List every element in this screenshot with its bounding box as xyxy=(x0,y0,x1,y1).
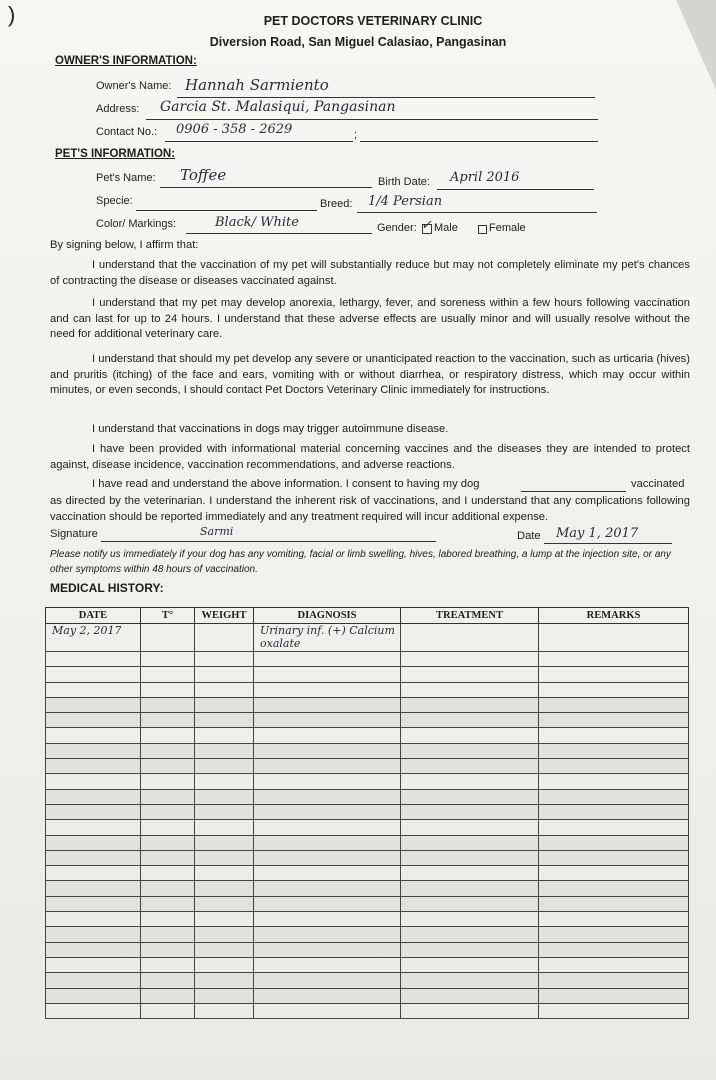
table-cell xyxy=(254,820,401,835)
table-cell: Urinary inf. (+) Calcium oxalate xyxy=(254,624,401,652)
table-cell xyxy=(141,1003,195,1018)
color-line xyxy=(186,233,372,234)
table-row xyxy=(46,881,689,896)
table-cell xyxy=(46,912,141,927)
table-cell xyxy=(401,927,539,942)
owner-address-value: Garcia St. Malasiqui, Pangasinan xyxy=(160,99,396,115)
table-cell xyxy=(195,759,254,774)
table-cell xyxy=(141,988,195,1003)
table-cell xyxy=(401,713,539,728)
table-row xyxy=(46,667,689,682)
signature-label: Signature xyxy=(50,528,98,540)
table-cell xyxy=(141,697,195,712)
table-cell xyxy=(539,1003,689,1018)
owner-address-label: Address: xyxy=(96,103,140,115)
owner-name-line xyxy=(177,97,595,98)
table-cell xyxy=(539,866,689,881)
table-cell xyxy=(254,850,401,865)
table-cell xyxy=(539,624,689,652)
table-cell xyxy=(141,774,195,789)
table-row xyxy=(46,743,689,758)
table-cell xyxy=(195,682,254,697)
table-cell xyxy=(46,835,141,850)
table-cell xyxy=(539,728,689,743)
table-cell xyxy=(195,743,254,758)
dog-name-line xyxy=(521,491,626,492)
table-cell xyxy=(401,789,539,804)
breed-label: Breed: xyxy=(320,198,353,210)
table-cell xyxy=(539,896,689,911)
table-row xyxy=(46,774,689,789)
table-cell xyxy=(539,973,689,988)
female-checkbox[interactable] xyxy=(478,225,487,234)
table-cell xyxy=(254,667,401,682)
date-label: Date xyxy=(517,530,541,542)
contact-label: Contact No.: xyxy=(96,126,158,138)
table-cell xyxy=(195,624,254,652)
table-cell xyxy=(401,973,539,988)
pen-mark: ) xyxy=(8,2,16,27)
table-cell xyxy=(401,866,539,881)
table-cell xyxy=(141,820,195,835)
table-cell xyxy=(46,667,141,682)
color-label: Color/ Markings: xyxy=(96,218,177,230)
table-cell xyxy=(401,942,539,957)
consent-paragraph-6c: as directed by the veterinarian. I understand the inherent risk of vaccinations, and I understand that any complications following vaccination should be reported immediately and any treatment required will incur additional expense. xyxy=(50,495,690,523)
male-label: Male xyxy=(434,222,458,234)
table-cell xyxy=(539,804,689,819)
birth-date-value: April 2016 xyxy=(450,170,520,185)
table-cell xyxy=(141,927,195,942)
column-header-weight: WEIGHT xyxy=(195,608,254,624)
owner-name-value: Hannah Sarmiento xyxy=(185,76,329,94)
table-cell xyxy=(539,850,689,865)
table-cell xyxy=(539,713,689,728)
clinic-name: PET DOCTORS VETERINARY CLINIC xyxy=(263,14,483,28)
table-cell xyxy=(254,728,401,743)
table-row xyxy=(46,866,689,881)
table-cell xyxy=(195,988,254,1003)
table-cell xyxy=(141,881,195,896)
table-cell xyxy=(401,774,539,789)
pet-name-line xyxy=(160,187,372,188)
consent-intro: By signing below, I affirm that: xyxy=(50,239,199,251)
column-header-date: DATE xyxy=(46,608,141,624)
table-cell xyxy=(401,820,539,835)
table-cell xyxy=(195,850,254,865)
table-cell xyxy=(46,881,141,896)
table-cell xyxy=(46,927,141,942)
table-cell xyxy=(195,1003,254,1018)
table-row xyxy=(46,804,689,819)
breed-value: 1/4 Persian xyxy=(368,194,443,209)
table-cell xyxy=(141,624,195,652)
gender-label: Gender: xyxy=(377,222,417,234)
table-cell xyxy=(46,988,141,1003)
table-row xyxy=(46,927,689,942)
table-row xyxy=(46,697,689,712)
table-cell xyxy=(46,652,141,667)
table-cell xyxy=(195,912,254,927)
table-cell xyxy=(401,912,539,927)
owner-address-line xyxy=(146,119,598,120)
table-cell xyxy=(539,652,689,667)
table-cell xyxy=(401,850,539,865)
table-cell xyxy=(401,667,539,682)
breed-line xyxy=(357,212,597,213)
table-cell xyxy=(195,652,254,667)
table-cell xyxy=(46,774,141,789)
table-cell xyxy=(539,789,689,804)
table-row xyxy=(46,789,689,804)
birth-date-label: Birth Date: xyxy=(378,176,430,188)
table-cell xyxy=(46,973,141,988)
color-value: Black/ White xyxy=(215,215,299,230)
table-cell xyxy=(195,957,254,972)
table-cell xyxy=(46,850,141,865)
table-cell xyxy=(195,835,254,850)
check-mark-icon: ✓ xyxy=(421,218,432,233)
table-row xyxy=(46,942,689,957)
table-cell xyxy=(46,866,141,881)
table-cell: May 2, 2017 xyxy=(46,624,141,652)
medical-history-table xyxy=(45,607,689,1019)
table-row xyxy=(46,835,689,850)
table-cell xyxy=(539,682,689,697)
table-cell xyxy=(46,789,141,804)
table-cell xyxy=(401,804,539,819)
table-cell xyxy=(254,713,401,728)
table-cell xyxy=(141,835,195,850)
table-cell xyxy=(254,835,401,850)
table-cell xyxy=(46,713,141,728)
table-cell xyxy=(539,957,689,972)
table-cell xyxy=(141,804,195,819)
table-cell xyxy=(195,820,254,835)
consent-paragraph-2: I understand that my pet may develop anorexia, lethargy, fever, and soreness within a few hours following vaccination and can last for up to 24 hours. I understand that these adverse effects are usually minor and will usually resolve without the need for additional veterinary care. xyxy=(50,297,690,340)
consent-paragraph-4: I understand that vaccinations in dogs may trigger autoimmune disease. xyxy=(92,423,449,435)
table-cell xyxy=(195,881,254,896)
clinic-address: Diversion Road, San Miguel Calasiao, Pangasinan xyxy=(209,35,507,49)
pet-name-value: Toffee xyxy=(180,166,227,184)
table-cell xyxy=(254,957,401,972)
table-cell xyxy=(254,789,401,804)
date-value: May 1, 2017 xyxy=(556,526,639,541)
table-row xyxy=(46,973,689,988)
table-cell xyxy=(401,728,539,743)
table-cell xyxy=(254,866,401,881)
table-cell xyxy=(141,759,195,774)
table-row xyxy=(46,912,689,927)
table-cell xyxy=(46,1003,141,1018)
consent-paragraph-6b: vaccinated xyxy=(631,478,685,490)
table-cell xyxy=(539,835,689,850)
consent-paragraph-1: I understand that the vaccination of my pet will substantially reduce but may not completely eliminate my pet's chances of contracting the disease or diseases vaccinated against. xyxy=(50,259,690,287)
contact-line-2 xyxy=(360,141,598,142)
table-cell xyxy=(195,804,254,819)
table-cell xyxy=(539,820,689,835)
table-row xyxy=(46,1003,689,1018)
table-cell xyxy=(195,973,254,988)
table-cell xyxy=(401,624,539,652)
pet-section-title: PET'S INFORMATION: xyxy=(55,148,176,160)
owner-name-label: Owner's Name: xyxy=(96,80,172,92)
table-cell xyxy=(254,988,401,1003)
consent-paragraph-3: I understand that should my pet develop any severe or unanticipated reaction to the vaccination, such as urticaria (hives) and pruritis (itching) of the face and ears, vomiting with or without diarrhea, or respiratory distress, which may occur within minutes, or even seconds, I should contact Pet Doctors Veterinary Clinic immediately for instructions. xyxy=(50,353,690,396)
table-cell xyxy=(401,896,539,911)
table-cell xyxy=(46,728,141,743)
table-cell xyxy=(195,774,254,789)
table-cell xyxy=(46,804,141,819)
table-cell xyxy=(46,682,141,697)
birth-date-line xyxy=(437,189,594,190)
table-cell xyxy=(195,927,254,942)
table-cell xyxy=(254,652,401,667)
table-cell xyxy=(254,759,401,774)
table-cell xyxy=(141,912,195,927)
medical-history-title: MEDICAL HISTORY: xyxy=(50,581,164,595)
table-cell xyxy=(46,820,141,835)
table-cell xyxy=(141,728,195,743)
contact-separator: ; xyxy=(354,129,358,141)
medical-history-rows xyxy=(46,624,689,1019)
table-cell xyxy=(254,682,401,697)
table-cell xyxy=(401,697,539,712)
table-cell xyxy=(254,942,401,957)
table-cell xyxy=(539,759,689,774)
table-cell xyxy=(401,1003,539,1018)
column-header-treatment: TREATMENT xyxy=(401,608,539,624)
table-cell xyxy=(141,789,195,804)
table-cell xyxy=(195,728,254,743)
table-cell xyxy=(401,652,539,667)
table-row xyxy=(46,759,689,774)
table-cell xyxy=(195,866,254,881)
table-cell xyxy=(195,697,254,712)
table-cell xyxy=(141,866,195,881)
table-cell xyxy=(254,1003,401,1018)
table-cell xyxy=(141,942,195,957)
table-row xyxy=(46,957,689,972)
table-cell xyxy=(195,896,254,911)
consent-paragraph-6a: I have read and understand the above information. I consent to having my dog xyxy=(92,478,480,490)
table-cell xyxy=(46,697,141,712)
contact-line-1 xyxy=(165,141,353,142)
aftercare-note: Please notify us immediately if your dog has any vomiting, facial or limb swelling, hives, labored breathing, a lump at the injection site, or any other symptoms within 48 hours of vaccination. xyxy=(50,549,671,575)
table-cell xyxy=(254,973,401,988)
table-row xyxy=(46,850,689,865)
table-cell xyxy=(46,743,141,758)
table-cell xyxy=(195,942,254,957)
column-header-diagnosis: DIAGNOSIS xyxy=(254,608,401,624)
table-cell xyxy=(254,881,401,896)
table-cell xyxy=(141,850,195,865)
table-cell xyxy=(539,912,689,927)
table-cell xyxy=(195,789,254,804)
table-cell xyxy=(254,743,401,758)
table-cell xyxy=(539,942,689,957)
date-line xyxy=(544,543,672,544)
table-cell xyxy=(539,881,689,896)
table-cell xyxy=(141,743,195,758)
signature-line xyxy=(101,541,436,542)
table-cell xyxy=(254,896,401,911)
pet-name-label: Pet's Name: xyxy=(96,172,156,184)
table-cell xyxy=(539,667,689,682)
table-row xyxy=(46,988,689,1003)
table-cell xyxy=(46,957,141,972)
table-cell xyxy=(401,759,539,774)
table-cell xyxy=(46,759,141,774)
table-row xyxy=(46,896,689,911)
table-row xyxy=(46,820,689,835)
table-cell xyxy=(46,942,141,957)
owner-section-title: OWNER'S INFORMATION: xyxy=(55,55,197,67)
table-cell xyxy=(401,743,539,758)
table-cell xyxy=(254,927,401,942)
contact-value: 0906 - 358 - 2629 xyxy=(176,122,293,137)
consent-paragraph-5: I have been provided with informational material concerning vaccines and the diseases they are intended to protect against, disease incidence, vaccination recommendations, and adverse reactions. xyxy=(50,443,690,471)
column-header-temperature: T° xyxy=(141,608,195,624)
table-cell xyxy=(141,682,195,697)
table-cell xyxy=(141,973,195,988)
table-cell xyxy=(401,835,539,850)
table-row xyxy=(46,652,689,667)
table-cell xyxy=(539,774,689,789)
table-cell xyxy=(539,927,689,942)
table-cell xyxy=(195,667,254,682)
table-header-row xyxy=(46,608,689,624)
female-label: Female xyxy=(489,222,526,234)
table-cell xyxy=(141,713,195,728)
table-cell xyxy=(254,697,401,712)
column-header-remarks: REMARKS xyxy=(539,608,689,624)
table-cell xyxy=(141,957,195,972)
table-cell xyxy=(195,713,254,728)
table-cell xyxy=(141,667,195,682)
table-row xyxy=(46,682,689,697)
table-cell xyxy=(539,697,689,712)
table-cell xyxy=(539,743,689,758)
table-cell xyxy=(401,957,539,972)
specie-label: Specie: xyxy=(96,195,133,207)
specie-line xyxy=(136,210,317,211)
table-row xyxy=(46,713,689,728)
table-row xyxy=(46,728,689,743)
table-cell xyxy=(46,896,141,911)
table-cell xyxy=(401,881,539,896)
table-cell xyxy=(254,804,401,819)
table-cell xyxy=(401,682,539,697)
table-cell xyxy=(254,774,401,789)
male-checkbox[interactable] xyxy=(421,218,432,234)
table-cell xyxy=(401,988,539,1003)
table-cell xyxy=(254,912,401,927)
signature-value: Sarmi xyxy=(200,525,234,538)
table-cell xyxy=(141,652,195,667)
table-row xyxy=(46,624,689,652)
table-cell xyxy=(539,988,689,1003)
table-cell xyxy=(141,896,195,911)
